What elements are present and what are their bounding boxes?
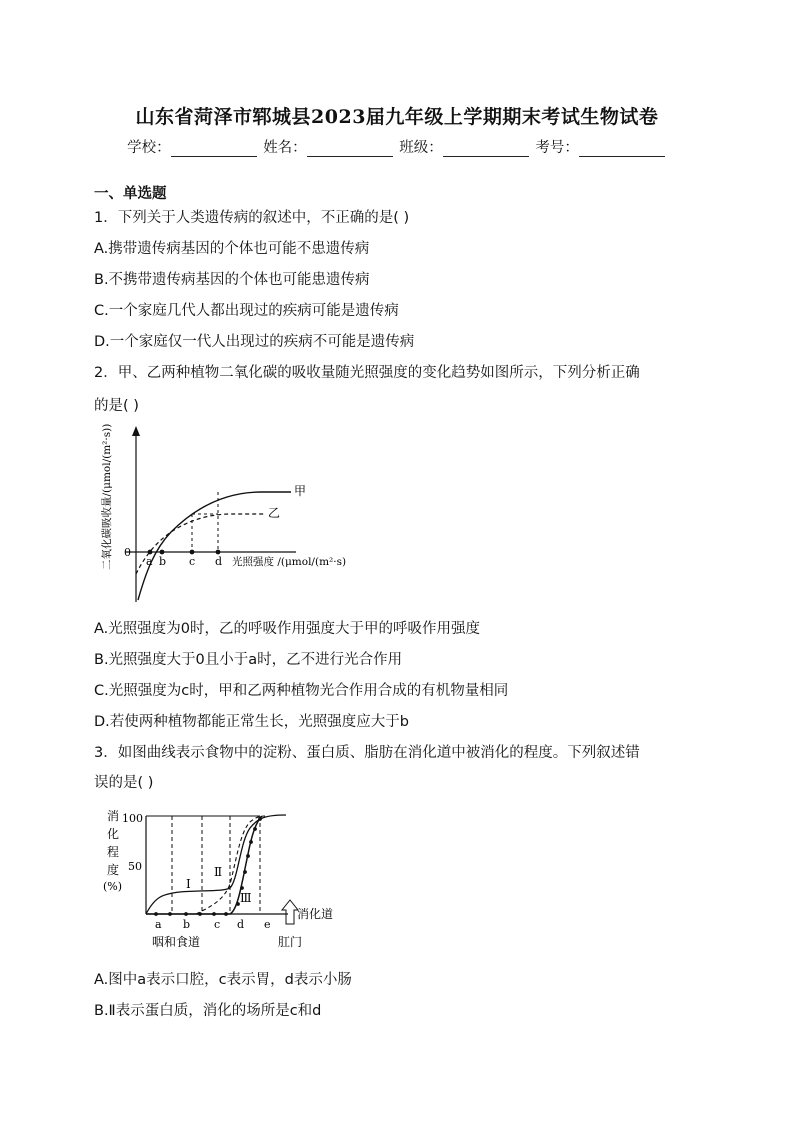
class-label: 班级： [399,140,443,156]
q1-stem: 1．下列关于人类遗传病的叙述中，不正确的是( ) [94,210,410,226]
q3-curve3-dot [253,827,257,831]
section-heading: 一、单选题 [94,186,167,202]
page-title: 山东省菏泽市郓城县2023届九年级上学期期末考试生物试卷 [135,106,659,128]
q2-series-jia: 甲 [294,484,307,498]
q1-option-d: D.一个家庭仅一代人出现过的疾病不可能是遗传病 [94,334,415,350]
q3-curve3-dot [154,912,158,916]
q2-stem-line1: 2．甲、乙两种植物二氧化碳的吸收量随光照强度的变化趋势如图所示，下列分析正确 [94,365,640,381]
q2-option-d: D.若使两种植物都能正常生长，光照强度应大于b [94,714,409,730]
q3-right-label: 肛门 [278,935,303,949]
q2-series-yi: 乙 [268,506,281,520]
q1-option-b: B.不携带遗传病基因的个体也可能患遗传病 [94,272,370,288]
q2-tick-b: b [159,555,167,568]
q3-ylabel-1: 消 [107,809,120,823]
q2-x-label: 光照强度 /(μmol/(m²·s) [232,556,347,568]
q2-dot-d [216,550,221,555]
q2-stem-line2: 的是( ) [94,398,139,414]
q2-origin-label: 0 [124,546,131,559]
q3-curve-label-2: Ⅱ [214,865,223,879]
number-blank[interactable] [579,142,665,157]
q2-y-arrow [132,426,140,436]
q3-ytick-50: 50 [128,860,142,873]
q3-curve3-dot [184,912,188,916]
q1-option-c: C.一个家庭几代人都出现过的疾病可能是遗传病 [94,303,399,319]
class-blank[interactable] [443,142,529,157]
q3-left-label: 咽和食道 [152,935,201,949]
q2-y-label: 二氧化碳吸收量/(μmol/(m²·s)) [101,423,113,570]
q3-curve3-dot [249,840,253,844]
q2-dot-a [148,550,153,555]
q3-curve3-dot [212,912,216,916]
q2-tick-d: d [215,555,223,568]
q2-tick-a: a [146,555,153,568]
q3-curve3-dot [243,870,247,874]
q1-option-a: A.携带遗传病基因的个体也可能不患遗传病 [94,241,370,257]
q3-curve3-dot [168,912,172,916]
q3-option-a: A.图中a表示口腔，c表示胃，d表示小肠 [94,972,352,988]
number-label: 考号： [535,140,579,156]
q3-curve3-dot [224,912,228,916]
q2-dot-c [190,550,195,555]
q2-figure [96,422,366,607]
q3-curve3-dot [258,817,262,821]
q3-ytick-100: 100 [122,812,143,825]
q3-xtick-d: d [237,918,245,931]
q3-curve3-dot [240,886,244,890]
q3-stem-line2: 误的是( ) [94,775,154,791]
q3-xtick-c: c [214,918,221,931]
student-info-row [0,136,794,157]
q3-xtick-e: e [264,918,271,931]
q3-curve-label-1: Ⅰ [186,877,191,891]
q3-option-b: B.Ⅱ表示蛋白质，消化的场所是c和d [94,1003,322,1019]
q3-axis-label: 消化道 [297,907,334,921]
q3-anus-arrow-icon [282,900,298,924]
q3-ylabel-4: 度 [107,863,120,877]
q2-option-c: C.光照强度为c时，甲和乙两种植物光合作用合成的有机物量相同 [94,683,509,699]
q3-xtick-b: b [183,918,191,931]
q3-ylabel-3: 程 [107,845,120,859]
q2-option-b: B.光照强度大于0且小于a时，乙不进行光合作用 [94,652,403,668]
name-label: 姓名： [263,140,307,156]
q3-curve3-dot [198,912,202,916]
q2-option-a: A.光照强度为0时，乙的呼吸作用强度大于甲的呼吸作用强度 [94,621,480,637]
q2-tick-c: c [189,555,196,568]
name-blank[interactable] [307,142,393,157]
q3-curve3-dot [246,854,250,858]
q3-curve-label-3: Ⅲ [240,891,252,905]
q3-xtick-a: a [155,918,162,931]
q2-dot-b [160,550,165,555]
school-blank[interactable] [171,142,257,157]
q3-ylabel-2: 化 [107,827,120,841]
q3-stem-line1: 3．如图曲线表示食物中的淀粉、蛋白质、脂肪在消化道中被消化的程度。下列叙述错 [94,745,640,761]
q3-ylabel-5: (%) [103,880,123,893]
school-label: 学校： [127,140,171,156]
q3-figure [100,802,350,954]
